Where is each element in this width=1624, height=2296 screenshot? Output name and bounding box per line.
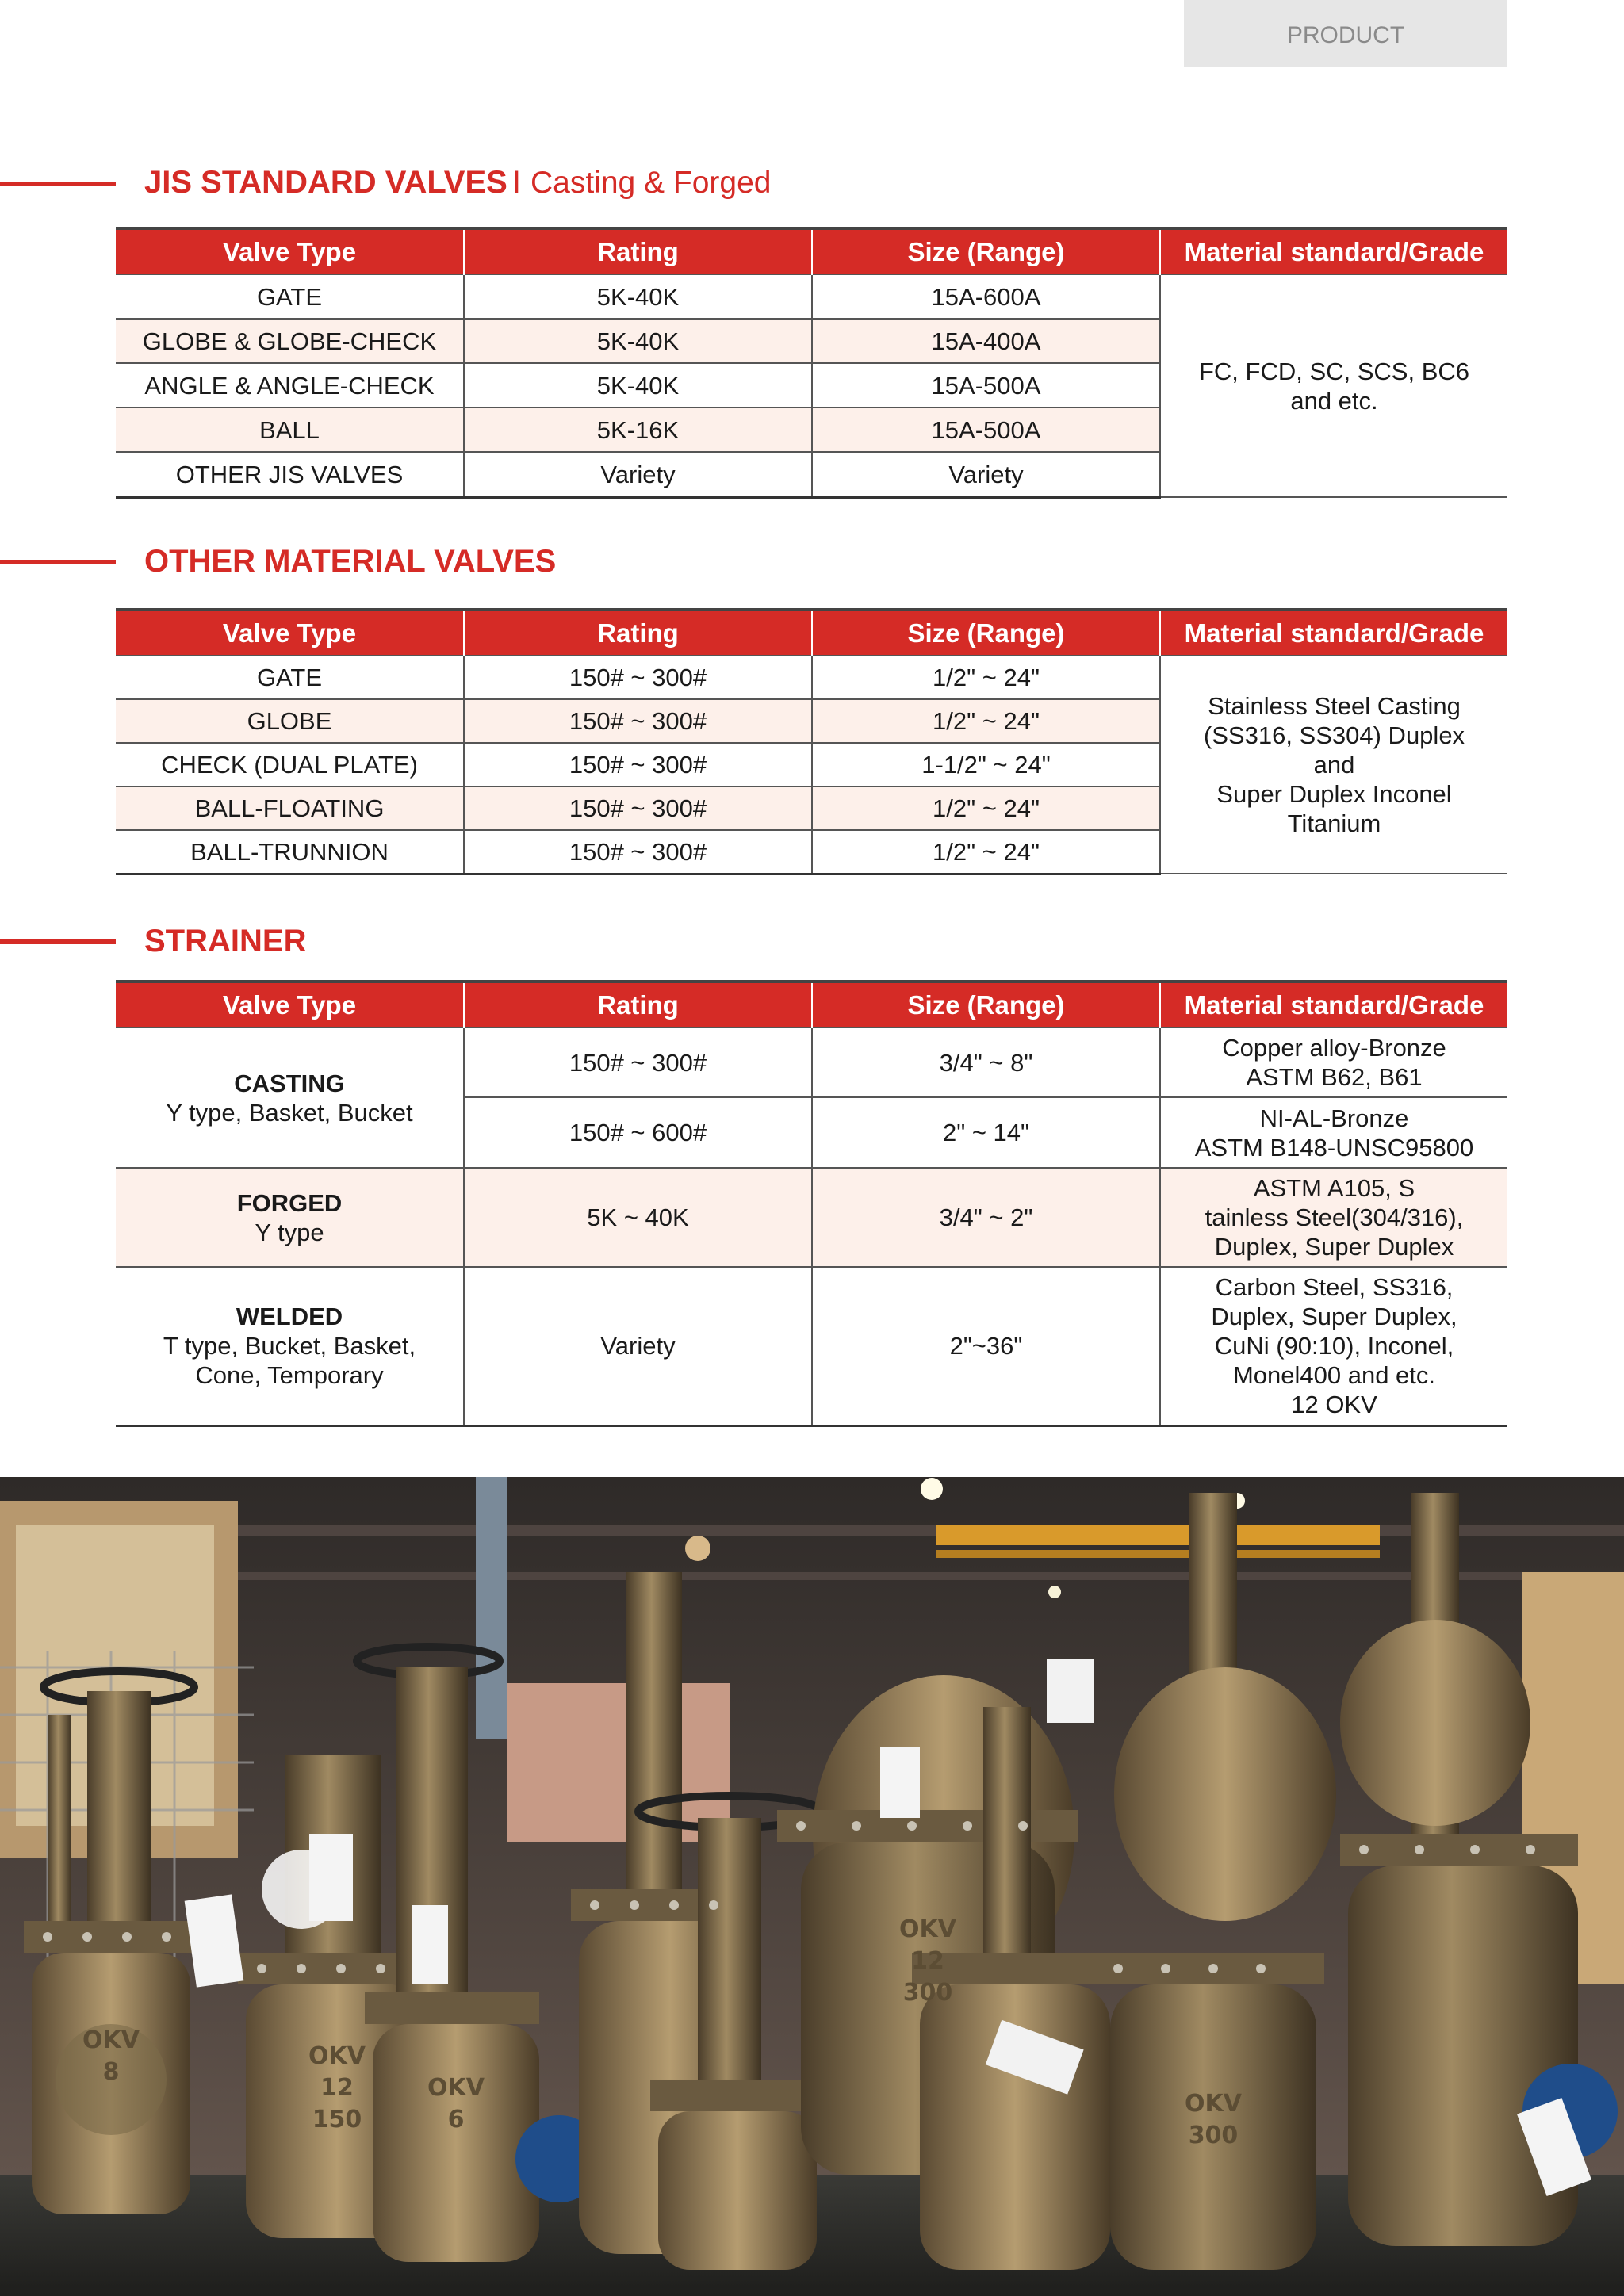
table-row bbox=[116, 1168, 1507, 1267]
material-line: Copper alloy-Bronze bbox=[1222, 1034, 1446, 1062]
column-header: Rating bbox=[464, 228, 812, 274]
strainer-type-desc: Y type, Basket, Bucket bbox=[166, 1098, 413, 1127]
valve-mark: 300 bbox=[902, 1979, 953, 2007]
material-line: tainless Steel(304/316), bbox=[1205, 1203, 1464, 1231]
material-line: ASTM B148-UNSC95800 bbox=[1194, 1133, 1474, 1161]
title-separator: I bbox=[511, 165, 521, 200]
table-row bbox=[116, 1027, 1507, 1097]
valve-type-cell: GATE bbox=[116, 274, 464, 319]
valve-type-cell bbox=[116, 1027, 464, 1168]
strainer-type-name: CASTING bbox=[234, 1069, 345, 1097]
rating-cell: 150# ~ 300# bbox=[464, 1027, 812, 1097]
material-line: CuNi (90:10), Inconel, bbox=[1214, 1332, 1454, 1360]
other-title: OTHER MATERIAL VALVES bbox=[144, 544, 557, 579]
size-cell: 1/2" ~ 24" bbox=[812, 830, 1160, 874]
column-header: Material standard/Grade bbox=[1160, 228, 1507, 274]
valve-mark: 12 bbox=[911, 1947, 944, 1975]
column-header: Valve Type bbox=[116, 982, 464, 1027]
product-tab[interactable]: PRODUCT bbox=[1184, 0, 1507, 67]
valve-mark: OKV bbox=[899, 1915, 956, 1943]
section-rule bbox=[0, 182, 116, 186]
valve-mark: OKV bbox=[427, 2074, 485, 2102]
valve-mark: 6 bbox=[447, 2106, 465, 2133]
column-header: Valve Type bbox=[116, 610, 464, 656]
material-line: Duplex, Super Duplex, bbox=[1211, 1303, 1457, 1331]
table-header-row bbox=[116, 982, 1507, 1027]
rating-cell: 5K-16K bbox=[464, 408, 812, 452]
size-cell: 15A-600A bbox=[812, 274, 1160, 319]
material-line: Carbon Steel, SS316, bbox=[1215, 1273, 1454, 1302]
valve-mark: 12 bbox=[320, 2074, 354, 2102]
strainer-type-name: FORGED bbox=[236, 1188, 343, 1217]
size-cell: 1/2" ~ 24" bbox=[812, 786, 1160, 830]
material-line: and bbox=[1313, 751, 1355, 779]
jis-title: JIS STANDARD VALVES bbox=[144, 165, 508, 200]
material-cell bbox=[1160, 1168, 1507, 1267]
strainer-type-name: WELDED bbox=[236, 1303, 343, 1331]
material-line: Monel400 and etc. bbox=[1232, 1361, 1436, 1390]
material-line: 12 OKV bbox=[1291, 1391, 1377, 1419]
rating-cell: Variety bbox=[464, 452, 812, 497]
strainer-type-desc: T type, Bucket, Basket, bbox=[163, 1332, 416, 1360]
table-row bbox=[116, 1267, 1507, 1425]
section-rule bbox=[0, 560, 116, 564]
jis-subtitle: Casting & Forged bbox=[530, 166, 772, 200]
material-line: (SS316, SS304) Duplex bbox=[1203, 721, 1465, 749]
rating-cell: 150# ~ 300# bbox=[464, 656, 812, 699]
section-rule bbox=[0, 939, 116, 944]
rating-cell: 5K ~ 40K bbox=[464, 1168, 812, 1267]
material-line: Stainless Steel Casting bbox=[1208, 692, 1461, 720]
strainer-type-desc: Cone, Temporary bbox=[195, 1361, 384, 1390]
valve-mark: OKV bbox=[308, 2042, 366, 2070]
rating-cell: 5K-40K bbox=[464, 363, 812, 408]
valve-type-cell: BALL-TRUNNION bbox=[116, 830, 464, 874]
valve-type-cell: ANGLE & ANGLE-CHECK bbox=[116, 363, 464, 408]
column-header: Size (Range) bbox=[812, 610, 1160, 656]
other-table bbox=[116, 608, 1507, 875]
valve-type-cell: GATE bbox=[116, 656, 464, 699]
material-line: and etc. bbox=[1290, 386, 1378, 415]
material-cell bbox=[1160, 656, 1507, 874]
size-cell: 3/4" ~ 8" bbox=[812, 1027, 1160, 1097]
table-row bbox=[116, 656, 1507, 699]
jis-section-title bbox=[144, 165, 771, 201]
material-line: NI-AL-Bronze bbox=[1259, 1104, 1409, 1132]
rating-cell: 150# ~ 300# bbox=[464, 699, 812, 743]
material-cell bbox=[1160, 1267, 1507, 1425]
size-cell: 15A-500A bbox=[812, 408, 1160, 452]
column-header: Size (Range) bbox=[812, 228, 1160, 274]
table-header-row bbox=[116, 228, 1507, 274]
size-cell: 1/2" ~ 24" bbox=[812, 656, 1160, 699]
table-row bbox=[116, 274, 1507, 319]
column-header: Valve Type bbox=[116, 228, 464, 274]
valve-type-cell bbox=[116, 1168, 464, 1267]
valve-mark: 300 bbox=[1188, 2122, 1239, 2149]
rating-cell: Variety bbox=[464, 1267, 812, 1425]
valve-type-cell bbox=[116, 1267, 464, 1425]
size-cell: 15A-500A bbox=[812, 363, 1160, 408]
other-section-title bbox=[144, 544, 556, 580]
valve-type-cell: GLOBE bbox=[116, 699, 464, 743]
strainer-section-title bbox=[144, 924, 306, 959]
material-line: Duplex, Super Duplex bbox=[1214, 1233, 1454, 1261]
size-cell: 15A-400A bbox=[812, 319, 1160, 363]
rating-cell: 150# ~ 300# bbox=[464, 786, 812, 830]
strainer-table bbox=[116, 980, 1507, 1427]
factory-valves-photo bbox=[0, 1477, 1624, 2296]
material-cell bbox=[1160, 1027, 1507, 1097]
column-header: Material standard/Grade bbox=[1160, 610, 1507, 656]
rating-cell: 150# ~ 600# bbox=[464, 1097, 812, 1168]
valve-type-cell: BALL-FLOATING bbox=[116, 786, 464, 830]
material-cell bbox=[1160, 1097, 1507, 1168]
strainer-type-desc: Y type bbox=[255, 1218, 324, 1246]
valve-type-cell: BALL bbox=[116, 408, 464, 452]
material-line: ASTM B62, B61 bbox=[1246, 1063, 1423, 1091]
size-cell: 2"~36" bbox=[812, 1267, 1160, 1425]
valve-mark: OKV bbox=[82, 2026, 140, 2054]
valves-illustration bbox=[0, 1477, 1624, 2296]
rating-cell: 150# ~ 300# bbox=[464, 743, 812, 786]
material-line: FC, FCD, SC, SCS, BC6 bbox=[1198, 357, 1470, 385]
valve-mark: 150 bbox=[312, 2106, 362, 2133]
valve-mark: OKV bbox=[1185, 2090, 1242, 2118]
jis-table bbox=[116, 227, 1507, 499]
column-header: Material standard/Grade bbox=[1160, 982, 1507, 1027]
strainer-title: STRAINER bbox=[144, 924, 307, 959]
material-line: Super Duplex Inconel bbox=[1216, 780, 1452, 808]
valve-type-cell: GLOBE & GLOBE-CHECK bbox=[116, 319, 464, 363]
table-header-row bbox=[116, 610, 1507, 656]
material-cell bbox=[1160, 274, 1507, 497]
size-cell: 2" ~ 14" bbox=[812, 1097, 1160, 1168]
size-cell: 1-1/2" ~ 24" bbox=[812, 743, 1160, 786]
column-header: Size (Range) bbox=[812, 982, 1160, 1027]
material-line: Titanium bbox=[1287, 809, 1381, 837]
valve-mark: 8 bbox=[102, 2058, 120, 2086]
valve-type-cell: OTHER JIS VALVES bbox=[116, 452, 464, 497]
material-line: ASTM A105, S bbox=[1253, 1174, 1415, 1202]
column-header: Rating bbox=[464, 610, 812, 656]
size-cell: 1/2" ~ 24" bbox=[812, 699, 1160, 743]
size-cell: 3/4" ~ 2" bbox=[812, 1168, 1160, 1267]
column-header: Rating bbox=[464, 982, 812, 1027]
size-cell: Variety bbox=[812, 452, 1160, 497]
rating-cell: 150# ~ 300# bbox=[464, 830, 812, 874]
rating-cell: 5K-40K bbox=[464, 319, 812, 363]
valve-type-cell: CHECK (DUAL PLATE) bbox=[116, 743, 464, 786]
rating-cell: 5K-40K bbox=[464, 274, 812, 319]
